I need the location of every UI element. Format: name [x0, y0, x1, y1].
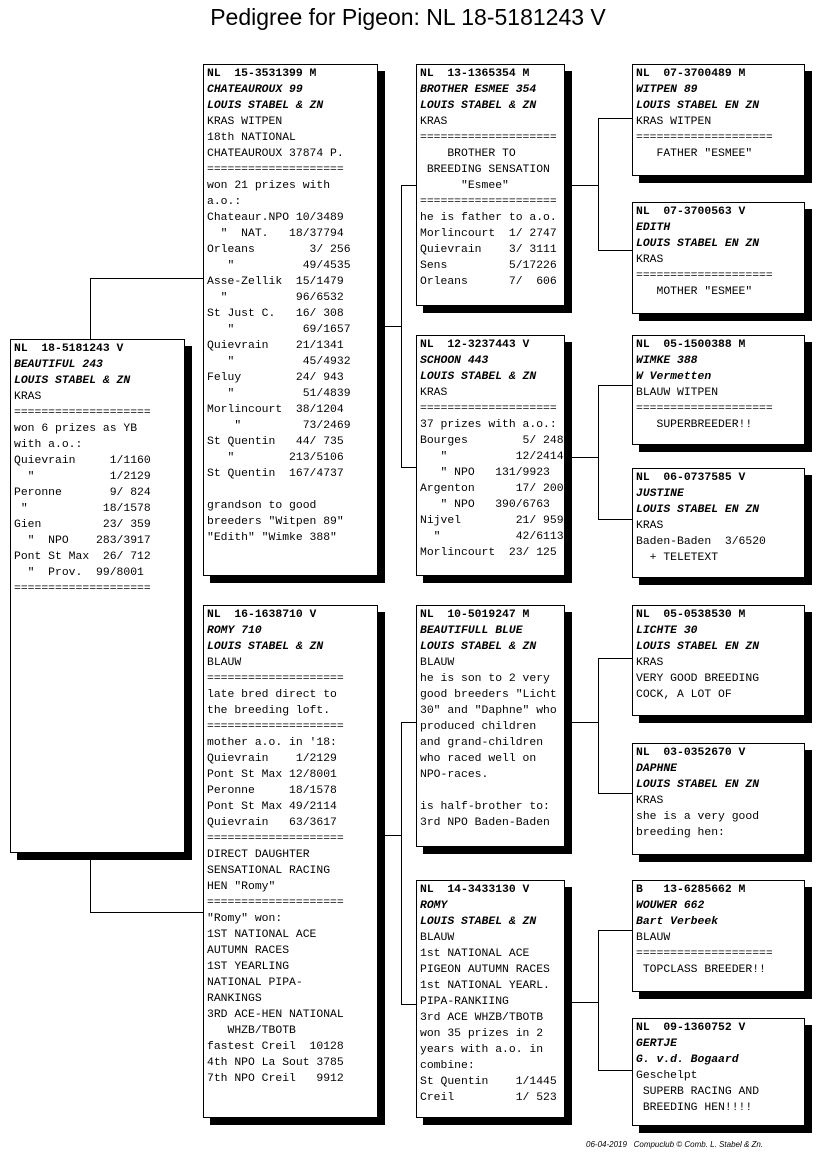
info-line: breeders "Witpen 89" [207, 516, 344, 528]
info-line: Quievrain 63/3617 [207, 817, 337, 829]
pigeon-card-dam [203, 605, 378, 1118]
info-line: Orleans 3/ 256 [207, 244, 351, 256]
breeder-name: LOUIS STABEL & ZN [420, 641, 537, 653]
info-line: fastest Creil 10128 [207, 1041, 344, 1053]
info-line: 1ST YEARLING [207, 961, 290, 973]
connector [598, 658, 599, 793]
info-line: Nijvel 21/ 959 [420, 515, 564, 527]
breeder-name: W Vermetten [636, 371, 712, 383]
breeder-name: LOUIS STABEL EN ZN [636, 779, 760, 791]
pigeon-name: GERTJE [636, 1038, 678, 1050]
info-line: Chateaur.NPO 10/3489 [207, 212, 344, 224]
connector [568, 185, 598, 186]
info-line: KRAS WITPEN [207, 116, 283, 128]
info-line: Sens 5/17226 [420, 260, 557, 272]
info-line: St Quentin 44/ 735 [207, 436, 344, 448]
connector [598, 250, 632, 251]
info-line: 3rd NPO Baden-Baden [420, 817, 550, 829]
info-line: ==================== [636, 403, 773, 415]
info-line: " 69/1657 [207, 324, 351, 336]
ring-number: NL 07-3700489 M [636, 68, 746, 80]
info-line: Quievrain 1/1160 [14, 455, 151, 467]
info-line: Pont St Max 49/2114 [207, 801, 337, 813]
info-line: COCK, A LOT OF [636, 689, 732, 701]
pigeon-card-ggp-1 [632, 64, 805, 176]
info-line: is half-brother to: [420, 801, 550, 813]
info-line: produced children [420, 721, 537, 733]
info-line: Argenton 17/ 200 [420, 483, 564, 495]
ring-number: NL 16-1638710 V [207, 609, 317, 621]
info-line: BLAUW [420, 932, 455, 944]
pigeon-card-ggp-6 [632, 743, 805, 855]
info-line: 18th NATIONAL [207, 132, 296, 144]
connector [381, 835, 401, 836]
info-line: ==================== [207, 164, 344, 176]
ring-number: NL 14-3433130 V [420, 884, 530, 896]
info-line: won 6 prizes as YB [14, 423, 138, 435]
info-line: TOPCLASS BREEDER!! [636, 964, 766, 976]
info-line: ==================== [207, 673, 344, 685]
ring-number: NL 05-1500388 M [636, 339, 746, 351]
info-line: Peronne 9/ 824 [14, 487, 151, 499]
info-line: " 49/4535 [207, 260, 351, 272]
pigeon-card-granddam-maternal [416, 880, 565, 1118]
info-line: with a.o.: [14, 439, 83, 451]
ring-number: NL 06-0737585 V [636, 472, 746, 484]
info-line: BREEDING SENSATION [420, 164, 550, 176]
connector [598, 118, 632, 119]
info-line: breeding hen: [636, 827, 725, 839]
connector [598, 658, 632, 659]
info-line: ==================== [207, 721, 344, 733]
info-line: SUPERBREEDER!! [636, 419, 753, 431]
info-line: Morlincourt 23/ 125 [420, 547, 557, 559]
info-line: WHZB/TBOTB [207, 1025, 296, 1037]
info-line: ==================== [636, 270, 773, 282]
info-line: good breeders "Licht [420, 689, 557, 701]
info-line: grandson to good [207, 500, 317, 512]
info-line: 1st NATIONAL YEARL. [420, 980, 550, 992]
info-line: Feluy 24/ 943 [207, 372, 344, 384]
breeder-name: LOUIS STABEL & ZN [420, 371, 537, 383]
ring-number: NL 15-3531399 M [207, 68, 317, 80]
pigeon-name: SCHOON 443 [420, 355, 489, 367]
info-line: who raced well on [420, 753, 537, 765]
pigeon-name: WOUWER 662 [636, 900, 705, 912]
footer-credit: 06-04-2019 Compuclub © Comb. L. Stabel & Zn. [586, 1140, 764, 1149]
info-line: " 73/2469 [207, 420, 351, 432]
info-line: 3RD ACE-HEN NATIONAL [207, 1009, 344, 1021]
connector [381, 326, 401, 327]
ring-number: NL 09-1360752 V [636, 1022, 746, 1034]
info-line: MOTHER "ESMEE" [636, 286, 753, 298]
page-title: Pedigree for Pigeon: NL 18-5181243 V [210, 4, 606, 30]
pigeon-card-grandsire-paternal [416, 64, 565, 306]
info-line: Bourges 5/ 248 [420, 435, 564, 447]
pigeon-card-grandsire-maternal [416, 605, 565, 847]
info-line: BLAUW WITPEN [636, 387, 719, 399]
connector [401, 722, 402, 1004]
pigeon-name: WIMKE 388 [636, 355, 698, 367]
info-line: " 12/2414 [420, 451, 564, 463]
info-line: " NAT. 18/37794 [207, 228, 344, 240]
info-line: KRAS [636, 657, 664, 669]
info-line: " 213/5106 [207, 452, 344, 464]
info-line: " 42/6113 [420, 531, 564, 543]
pigeon-card-sire [203, 64, 378, 576]
info-line: + TELETEXT [636, 552, 719, 564]
info-line: ==================== [14, 583, 151, 595]
info-line: PIGEON AUTUMN RACES [420, 964, 550, 976]
connector [598, 930, 599, 1070]
info-line: Geschelpt [636, 1070, 698, 1082]
info-line: BLAUW [207, 657, 242, 669]
pigeon-name: DAPHNE [636, 763, 678, 775]
info-line: " 1/2129 [14, 471, 151, 483]
info-line: "Esmee" [420, 180, 509, 192]
breeder-name: LOUIS STABEL EN ZN [636, 504, 760, 516]
info-line: KRAS [420, 387, 448, 399]
info-line: KRAS WITPEN [636, 116, 712, 128]
info-line: Morlincourt 1/ 2747 [420, 228, 557, 240]
info-line: " 96/6532 [207, 292, 344, 304]
info-line: Morlincourt 38/1204 [207, 404, 344, 416]
pigeon-card-ggp-5 [632, 605, 805, 716]
info-line: he is son to 2 very [420, 673, 550, 685]
info-line: a.o.: [207, 196, 242, 208]
breeder-name: Bart Verbeek [636, 916, 719, 928]
info-line: Pont St Max 26/ 712 [14, 551, 151, 563]
info-line: "Edith" "Wimke 388" [207, 532, 337, 544]
ring-number: NL 10-5019247 M [420, 609, 530, 621]
info-line [207, 482, 377, 498]
ring-number: NL 07-3700563 V [636, 206, 746, 218]
connector [598, 385, 599, 519]
info-line: " NPO 131/9923 [420, 467, 550, 479]
info-line: combine: [420, 1060, 475, 1072]
info-line: 1ST NATIONAL ACE [207, 929, 317, 941]
connector [598, 519, 632, 520]
info-line: SENSATIONAL RACING [207, 865, 331, 877]
info-line: ==================== [207, 833, 344, 845]
info-line: and grand-children [420, 737, 544, 749]
pigeon-name: BROTHER ESMEE 354 [420, 84, 537, 96]
pigeon-name: BEAUTIFULL BLUE [420, 625, 523, 637]
pigeon-card-ggp-2 [632, 202, 805, 314]
info-line: Quievrain 1/2129 [207, 753, 337, 765]
info-line: Orleans 7/ 606 [420, 276, 557, 288]
info-line: AUTUMN RACES [207, 945, 290, 957]
info-line: Peronne 18/1578 [207, 785, 337, 797]
info-line: BLAUW [420, 657, 455, 669]
breeder-name: LOUIS STABEL & ZN [420, 100, 537, 112]
pigeon-card-granddam-paternal [416, 335, 565, 576]
info-line: " Prov. 99/8001 [14, 567, 144, 579]
breeder-name: LOUIS STABEL EN ZN [636, 100, 760, 112]
info-line: KRAS [636, 254, 664, 266]
pigeon-card-ggp-8 [632, 1018, 805, 1126]
info-line: he is father to a.o. [420, 212, 557, 224]
connector [90, 852, 91, 912]
ring-number: NL 05-0538530 M [636, 609, 746, 621]
info-line: NATIONAL PIPA- [207, 977, 303, 989]
info-line: years with a.o. in [420, 1044, 544, 1056]
info-line: 37 prizes with a.o.: [420, 419, 557, 431]
info-line: 4th NPO La Sout 3785 [207, 1057, 344, 1069]
info-line: late bred direct to [207, 689, 337, 701]
info-line: " 18/1578 [14, 503, 151, 515]
pigeon-name: BEAUTIFUL 243 [14, 359, 103, 371]
pigeon-card-ggp-3 [632, 335, 805, 445]
info-line: 3rd ACE WHZB/TBOTB [420, 1012, 544, 1024]
info-line: " NPO 390/6763 [420, 499, 550, 511]
pigeon-name: WITPEN 89 [636, 84, 698, 96]
info-line: won 35 prizes in 2 [420, 1028, 544, 1040]
info-line: she is a very good [636, 811, 760, 823]
info-line: KRAS [14, 391, 42, 403]
breeder-name: LOUIS STABEL & ZN [207, 641, 324, 653]
info-line: ==================== [420, 403, 557, 415]
info-line: "Romy" won: [207, 913, 283, 925]
connector [568, 457, 598, 458]
info-line: Quievrain 21/1341 [207, 340, 344, 352]
connector [401, 467, 417, 468]
connector [401, 722, 417, 723]
info-line: 7th NPO Creil 9912 [207, 1073, 344, 1085]
breeder-name: LOUIS STABEL & ZN [14, 375, 131, 387]
info-line: VERY GOOD BREEDING [636, 673, 760, 685]
info-line [420, 783, 564, 799]
info-line: BROTHER TO [420, 148, 516, 160]
connector [90, 912, 204, 913]
connector [401, 185, 402, 467]
ring-number: NL 03-0352670 V [636, 747, 746, 759]
info-line: KRAS [636, 795, 664, 807]
pigeon-name: LICHTE 30 [636, 625, 698, 637]
info-line: CHATEAUROUX 37874 P. [207, 148, 344, 160]
breeder-name: LOUIS STABEL EN ZN [636, 641, 760, 653]
connector [598, 385, 632, 386]
pigeon-name: JUSTINE [636, 488, 684, 500]
pigeon-name: CHATEAUROUX 99 [207, 84, 303, 96]
info-line: " 45/4932 [207, 356, 351, 368]
info-line: St Just C. 16/ 308 [207, 308, 344, 320]
info-line: " NPO 283/3917 [14, 535, 151, 547]
info-line: FATHER "ESMEE" [636, 148, 753, 160]
info-line: HEN "Romy" [207, 881, 276, 893]
info-line: the breeding loft. [207, 705, 331, 717]
info-line: BREEDING HEN!!!! [636, 1102, 753, 1114]
connector [598, 793, 632, 794]
info-line: NPO-races. [420, 769, 489, 781]
info-line: Gien 23/ 359 [14, 519, 151, 531]
breeder-name: LOUIS STABEL & ZN [207, 100, 324, 112]
info-line: KRAS [636, 520, 664, 532]
connector [598, 118, 599, 250]
info-line: Asse-Zellik 15/1479 [207, 276, 344, 288]
info-line: BLAUW [636, 932, 671, 944]
connector [90, 278, 91, 340]
info-line: St Quentin 1/1445 [420, 1076, 557, 1088]
connector [401, 185, 417, 186]
info-line: ==================== [420, 132, 557, 144]
connector [401, 1004, 417, 1005]
connector [598, 1070, 632, 1071]
info-line: ==================== [420, 196, 557, 208]
info-line: 1st NATIONAL ACE [420, 948, 530, 960]
connector [90, 278, 204, 279]
info-line: Baden-Baden 3/6520 [636, 536, 766, 548]
breeder-name: G. v.d. Bogaard [636, 1054, 739, 1066]
ring-number: NL 12-3237443 V [420, 339, 530, 351]
pigeon-name: ROMY [420, 900, 448, 912]
info-line: KRAS [420, 116, 448, 128]
pigeon-card-ggp-4 [632, 468, 805, 578]
info-line: ==================== [636, 132, 773, 144]
info-line: St Quentin 167/4737 [207, 468, 344, 480]
info-line: 30" and "Daphne" who [420, 705, 557, 717]
connector [568, 722, 598, 723]
connector [568, 1002, 598, 1003]
ring-number: NL 18-5181243 V [14, 343, 124, 355]
info-line: Pont St Max 12/8001 [207, 769, 337, 781]
pigeon-name: EDITH [636, 222, 671, 234]
info-line: PIPA-RANKIING [420, 996, 509, 1008]
info-line: ==================== [636, 948, 773, 960]
info-line: Quievrain 3/ 3111 [420, 244, 557, 256]
info-line: SUPERB RACING AND [636, 1086, 760, 1098]
breeder-name: LOUIS STABEL EN ZN [636, 238, 760, 250]
info-line: mother a.o. in '18: [207, 737, 337, 749]
info-line: ==================== [207, 897, 344, 909]
breeder-name: LOUIS STABEL & ZN [420, 916, 537, 928]
info-line: won 21 prizes with [207, 180, 331, 192]
info-line: RANKINGS [207, 993, 262, 1005]
info-line: DIRECT DAUGHTER [207, 849, 310, 861]
pigeon-card-ggp-7 [632, 880, 805, 992]
connector [598, 930, 632, 931]
info-line: ==================== [14, 407, 151, 419]
pigeon-card-subject [10, 339, 185, 853]
info-line: Creil 1/ 523 [420, 1092, 557, 1104]
ring-number: NL 13-1365354 M [420, 68, 530, 80]
pigeon-name: ROMY 710 [207, 625, 262, 637]
info-line: " 51/4839 [207, 388, 351, 400]
ring-number: B 13-6285662 M [636, 884, 746, 896]
